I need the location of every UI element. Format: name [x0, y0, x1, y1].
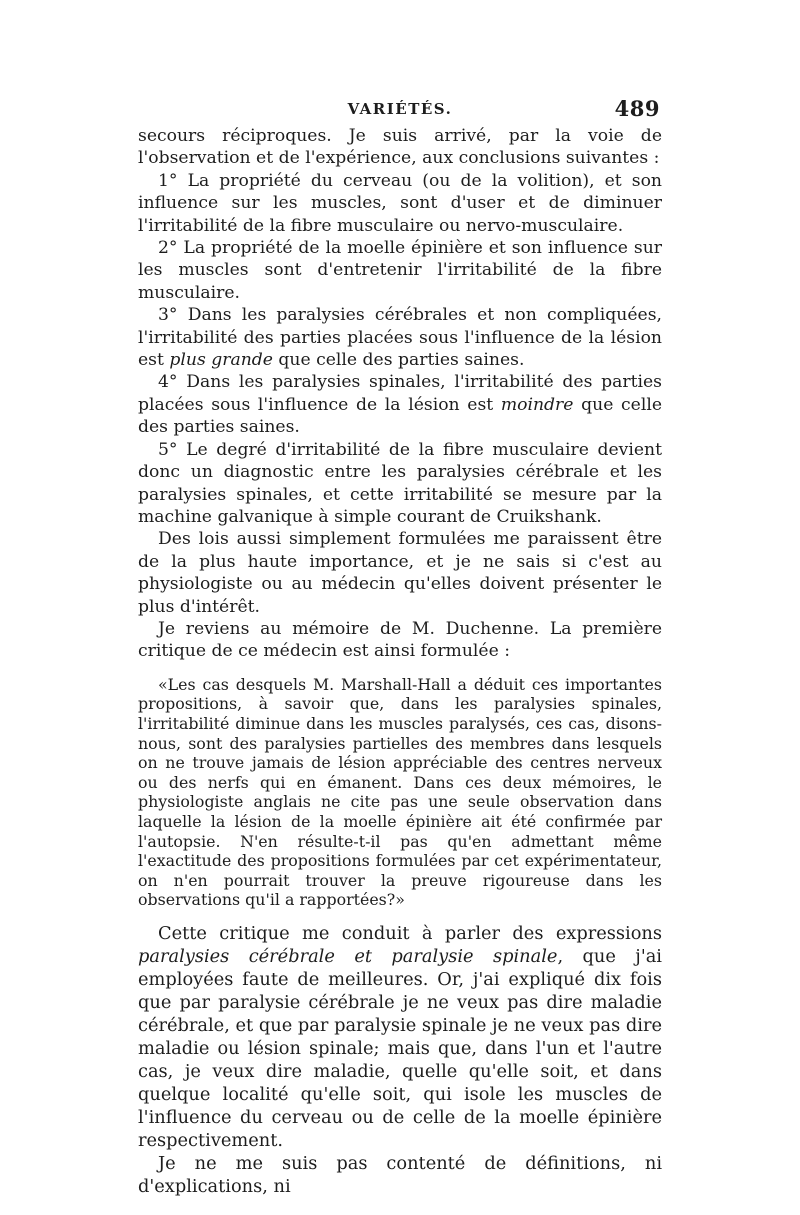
- text-run: Cette critique me conduit à parler des expressions: [158, 922, 662, 944]
- paragraph: [138, 528, 662, 618]
- paragraph: [138, 922, 662, 1152]
- text-run: 1° La propriété du cerveau (ou de la volition), et son influence sur les muscles, sont d'user et de diminuer l'irritabilité de la fibre musculaire ou nervo-musculaire.: [138, 170, 662, 236]
- page-body: [138, 125, 662, 1198]
- text-run: Je ne me suis pas contenté de définitions, ni d'explications, ni: [138, 1152, 662, 1197]
- text-run: secours réciproques. Je suis arrivé, par la voie de l'observation et de l'expérience, aux conclusions suivantes :: [138, 126, 662, 169]
- text-run: Je reviens au mémoire de M. Duchenne. La première critique de ce médecin est ainsi formulée :: [138, 618, 662, 662]
- text-run: que celle des parties saines.: [138, 394, 662, 438]
- page-number: 489: [614, 96, 660, 121]
- text-run: 4° Dans les paralysies spinales, l'irritabilité des parties placées sous l'influence de la lésion est: [138, 372, 662, 415]
- paragraph: [138, 304, 662, 371]
- paragraph: [138, 1152, 662, 1198]
- text-run: 2° La propriété de la moelle épinière et son influence sur les muscles sont d'entretenir l'irritabilité de la fibre musculaire.: [138, 238, 662, 303]
- running-header: [140, 96, 660, 126]
- italic-run: paralysies cérébrale et paralysie spinale: [138, 945, 558, 967]
- paragraph: [138, 371, 662, 438]
- running-title: VARIÉTÉS.: [347, 100, 453, 118]
- block-quote: [138, 675, 662, 910]
- italic-run: moindre: [500, 394, 574, 415]
- text-run: Des lois aussi simplement formulées me paraissent être de la plus haute importance, et je ne sais si c'est au physiologiste ou au médecin qu'elles doivent présenter le plus d'intérêt.: [138, 529, 662, 617]
- text-run: que celle des parties saines.: [272, 350, 525, 371]
- paragraph: [138, 170, 662, 237]
- text-run: «Les cas desquels M. Marshall-Hall a déduit ces importantes propositions, à savoir que, dans les paralysies spinales, l'irritabilité diminue dans les muscles paralysés, ces cas, disons-nous, sont des paralysies partielles des membres dans lesquels on ne trouve jamais de lésion appréciable des centres nerveux ou des nerfs qui en émanent. Dans ces deux mémoires, le physiologiste anglais ne cite pas une seule observation dans laquelle la lésion de la moelle épinière ait été confirmée par l'autopsie. N'en résulte-t-il pas qu'en admettant même l'exactitude des propositions formulées par cet expérimentateur, on n'en pourrait trouver la preuve rigoureuse dans les observations qu'il a rapportées?»: [138, 674, 662, 910]
- paragraph: [138, 125, 662, 170]
- italic-run: plus grande: [169, 350, 273, 371]
- text-run: 5° Le degré d'irritabilité de la fibre musculaire devient donc un diagnostic entre les paralysies cérébrale et les paralysies spinales, et cette irritabilité se mesure par la machine galvanique à simple courant de Cruikshank.: [138, 439, 662, 527]
- text-run: , que j'ai employées faute de meilleures. Or, j'ai expliqué dix fois que par paralysie cérébrale je ne veux pas dire maladie cérébrale, et que par paralysie spinale je ne veux pas dire maladie ou lésion spinale; mais que, dans l'un et l'autre cas, je veux dire maladie, quelle qu'elle soit, et dans quelque localité qu'elle soit, qui isole les muscles de l'influence du cerveau ou de celle de la moelle épinière respectivement.: [138, 945, 662, 1151]
- paragraph: [138, 618, 662, 663]
- text-run: 3° Dans les paralysies cérébrales et non compliquées, l'irritabilité des parties placées sous l'influence de la lésion est: [138, 305, 662, 371]
- paragraph: [138, 237, 662, 304]
- paragraph: [138, 439, 662, 529]
